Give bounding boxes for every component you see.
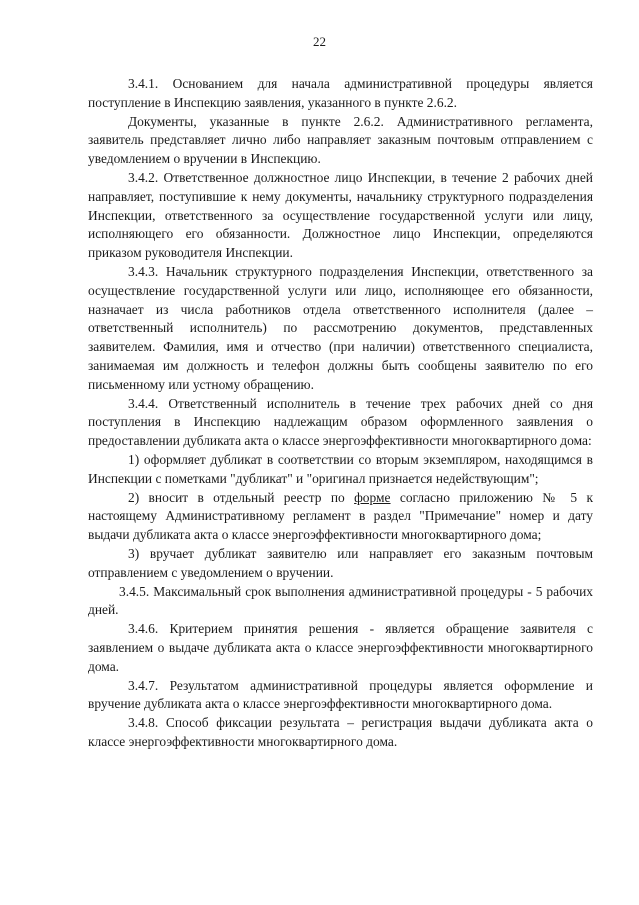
paragraph-documents: Документы, указанные в пункте 2.6.2. Административного регламента, заявитель представляет лично либо направляет заказным почтовым отправлением с уведомлением о вручении в Инспекцию. bbox=[88, 113, 593, 167]
paragraph-3-4-5: 3.4.5. Максимальный срок выполнения административной процедуры - 5 рабочих дней. bbox=[88, 583, 593, 618]
list-item-2 bbox=[88, 489, 593, 545]
list-item-2-after: согласно приложению № 5 к настоящему Административному регламент в раздел "Примечание" номер и дату выдачи дубликата акта о классе энергоэффективности многоквартирного дома; bbox=[88, 489, 593, 543]
paragraph-3-4-2: 3.4.2. Ответственное должностное лицо Инспекции, в течение 2 рабочих дней направляет, поступившие к нему документы, начальнику структурного подразделения Инспекции, ответственного за осуществление государственной услуги или лицу, исполняющего его обязанности. Должностное лицо Инспекции, определяются приказом руководителя Инспекции. bbox=[88, 169, 593, 261]
list-item-1: 1) оформляет дубликат в соответствии со вторым экземпляром, находящимся в Инспекции с пометками "дубликат" и "оригинал признается недействующим"; bbox=[88, 451, 593, 486]
paragraph-3-4-3: 3.4.3. Начальник структурного подразделения Инспекции, ответственного за осуществление государственной услуги или лицо, исполняющее его обязанности, назначает из числа работников отдела ответственного исполнителя (далее – ответственный исполнитель) по рассмотрению документов, представленных заявителем. Фамилия, имя и отчество (при наличии) ответственного специалиста, занимаемая им должность и телефон должны быть сообщены заявителю по его письменному или устному обращению. bbox=[88, 263, 593, 392]
paragraph-3-4-7: 3.4.7. Результатом административной процедуры является оформление и вручение дубликата акта о классе энергоэффективности многоквартирного дома. bbox=[88, 677, 593, 712]
document-body bbox=[88, 75, 593, 752]
paragraph-3-4-1: 3.4.1. Основанием для начала административной процедуры является поступление в Инспекцию заявления, указанного в пункте 2.6.2. bbox=[88, 76, 593, 110]
list-item-2-before: 2) вносит в отдельный реестр по bbox=[128, 489, 355, 505]
list-item-3: 3) вручает дубликат заявителю или направляет его заказным почтовым отправлением с уведомлением о вручении. bbox=[88, 545, 593, 580]
paragraph-3-4-6: 3.4.6. Критерием принятия решения - является обращение заявителя с заявлением о выдаче дубликата акта о классе энергоэффективности многоквартирного дома. bbox=[88, 621, 593, 674]
paragraph-3-4-8: 3.4.8. Способ фиксации результата – регистрация выдачи дубликата акта о классе энергоэффективности многоквартирного дома. bbox=[88, 715, 593, 749]
page-number: 22 bbox=[313, 34, 326, 49]
paragraph-3-4-4: 3.4.4. Ответственный исполнитель в течение трех рабочих дней со дня поступления в Инспекцию надлежащим образом оформленного заявления о предоставлении дубликата акта о классе энергоэффективности многоквартирного дома: bbox=[88, 395, 593, 449]
form-link-text: форме bbox=[354, 489, 391, 505]
